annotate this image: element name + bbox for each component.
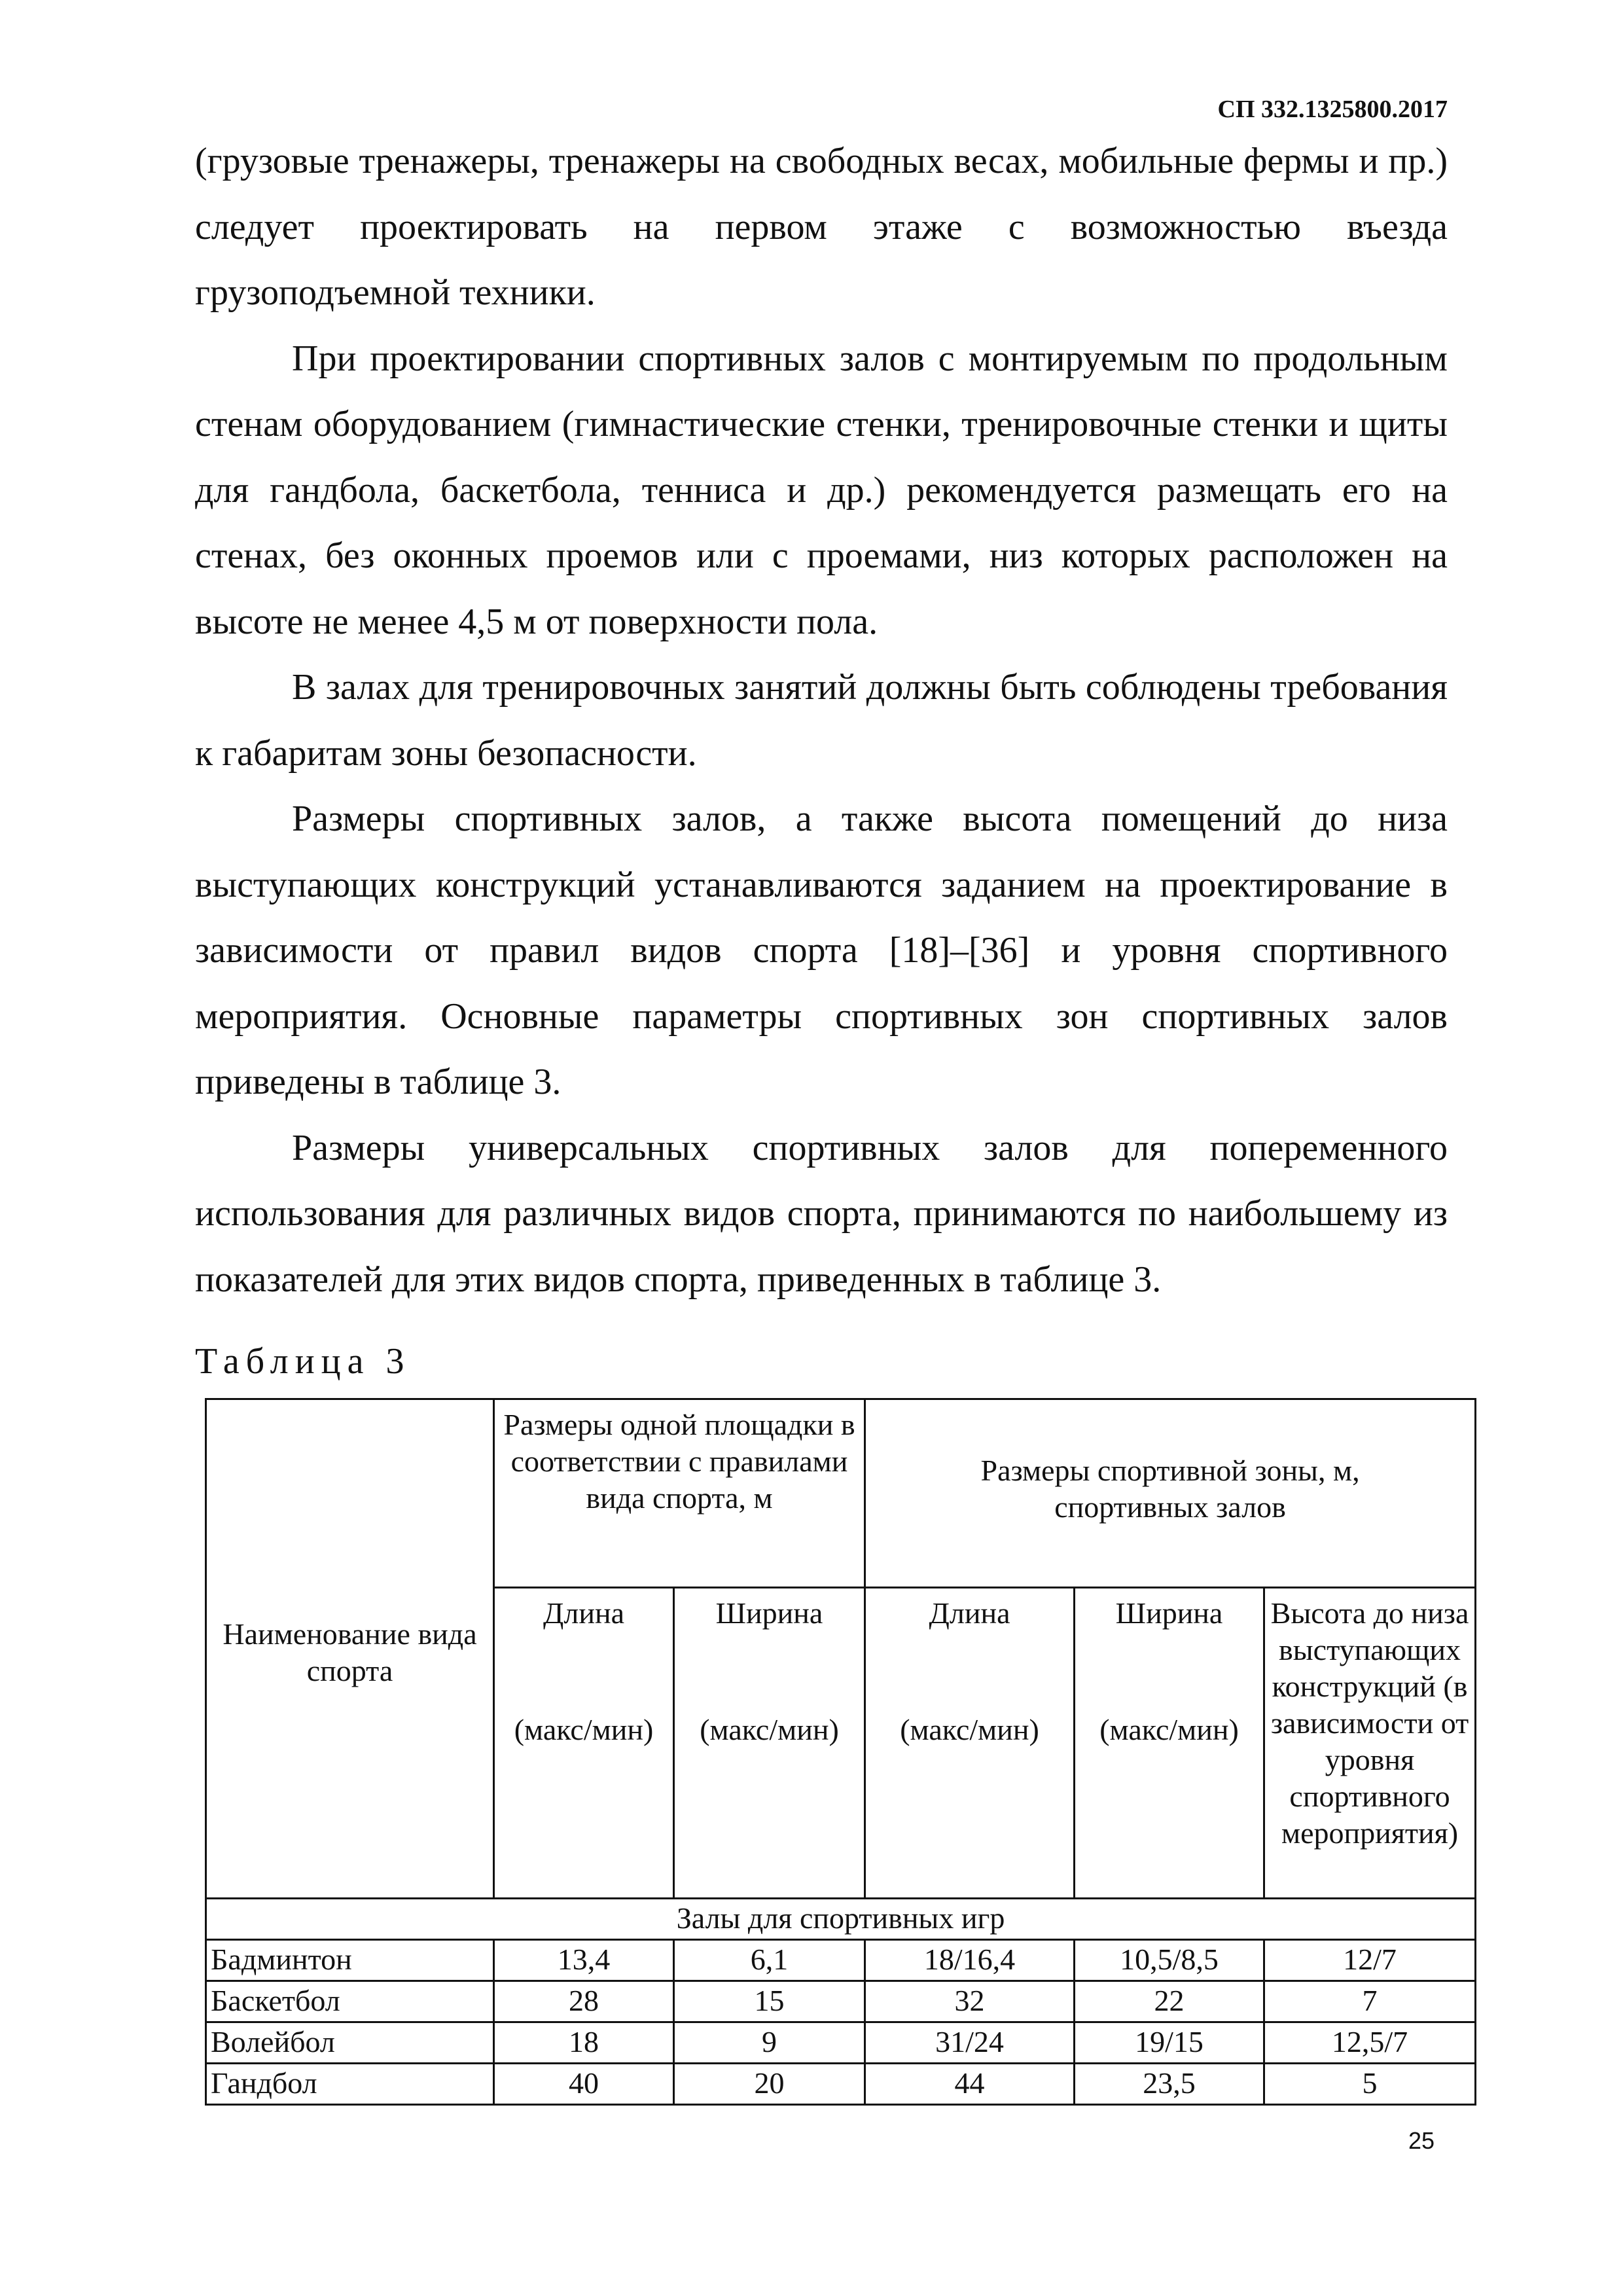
document-code: СП 332.1325800.2017 <box>1217 96 1448 123</box>
zone-width-cell: 19/15 <box>1075 2022 1264 2064</box>
table-caption: Таблица 3 <box>195 1341 411 1382</box>
header-zone-size-label: Размеры спортивной зоны, м, спортивных залов <box>980 1454 1360 1524</box>
height-cell: 12/7 <box>1264 1940 1476 1981</box>
sport-name-cell: Гандбол <box>206 2064 494 2105</box>
paragraph: В залах для тренировочных занятий должны быть соблюдены требования к габаритам зоны безопасности. <box>195 667 1448 774</box>
zone-width-cell: 22 <box>1075 1981 1264 2022</box>
table-row <box>206 2064 1476 2105</box>
table-row <box>206 1981 1476 2022</box>
court-length-cell: 13,4 <box>494 1940 674 1981</box>
header-unit-label: (макс/мин) <box>1099 1713 1239 1746</box>
header-zone-width <box>1075 1588 1264 1899</box>
court-length-cell: 28 <box>494 1981 674 2022</box>
table-row <box>206 2022 1476 2064</box>
sports-dimensions-table <box>205 1398 1476 2106</box>
header-zone-size <box>865 1399 1476 1588</box>
header-court-size: Размеры одной площадки в соответствии с правилами вида спорта, м <box>494 1399 865 1588</box>
paragraph: При проектировании спортивных залов с монтируемым по продольным стенам оборудованием (гимнастические стенки, тренировочные стенки и щиты для гандбола, баскетбола, тенниса и др.) рекомендуется размещать его на стенах, без оконных проемов или с проемами, низ которых расположен на высоте не менее 4,5 м от поверхности пола. <box>195 338 1448 642</box>
zone-width-cell: 10,5/8,5 <box>1075 1940 1264 1981</box>
header-court-length <box>494 1588 674 1899</box>
court-width-cell: 6,1 <box>674 1940 865 1981</box>
table-group-title: Залы для спортивных игр <box>206 1899 1476 1940</box>
header-height: Высота до низа выступающих конструкций (в зависимости от уровня спортивного мероприятия) <box>1264 1588 1476 1899</box>
paragraph: (грузовые тренажеры, тренажеры на свободных весах, мобильные фермы и пр.) следует проектировать на первом этаже с возможностью въезда грузоподъемной техники. <box>195 141 1448 313</box>
body-text <box>195 128 1448 1312</box>
zone-length-cell: 44 <box>865 2064 1075 2105</box>
sport-name-cell: Баскетбол <box>206 1981 494 2022</box>
table-row <box>206 1940 1476 1981</box>
height-cell: 7 <box>1264 1981 1476 2022</box>
header-unit-label: (макс/мин) <box>700 1713 839 1746</box>
header-zone-length <box>865 1588 1075 1899</box>
court-width-cell: 9 <box>674 2022 865 2064</box>
header-length-label: Длина <box>543 1596 624 1630</box>
paragraph: Размеры спортивных залов, а также высота помещений до низа выступающих конструкций устанавливаются заданием на проектирование в зависимости от правил видов спорта [18]–[36] и уровня спортивного мероприятия. Основные параметры спортивных зон спортивных залов приведены в таблице 3. <box>195 798 1448 1102</box>
court-width-cell: 20 <box>674 2064 865 2105</box>
height-cell: 5 <box>1264 2064 1476 2105</box>
court-width-cell: 15 <box>674 1981 865 2022</box>
header-length-label: Длина <box>929 1596 1010 1630</box>
sport-name-cell: Волейбол <box>206 2022 494 2064</box>
header-sport-name <box>206 1399 494 1899</box>
court-length-cell: 40 <box>494 2064 674 2105</box>
header-sport-name-label: Наименование вида спорта <box>223 1617 477 1687</box>
page-number: 25 <box>1408 2127 1435 2154</box>
court-length-cell: 18 <box>494 2022 674 2064</box>
zone-length-cell: 31/24 <box>865 2022 1075 2064</box>
height-cell: 12,5/7 <box>1264 2022 1476 2064</box>
header-width-label: Ширина <box>715 1596 823 1630</box>
header-court-width <box>674 1588 865 1899</box>
zone-width-cell: 23,5 <box>1075 2064 1264 2105</box>
zone-length-cell: 32 <box>865 1981 1075 2022</box>
header-unit-label: (макс/мин) <box>514 1713 654 1746</box>
header-width-label: Ширина <box>1115 1596 1223 1630</box>
sport-name-cell: Бадминтон <box>206 1940 494 1981</box>
paragraph: Размеры универсальных спортивных залов для попеременного использования для различных видов спорта, принимаются по наибольшему из показателей для этих видов спорта, приведенных в таблице 3. <box>195 1127 1448 1300</box>
header-unit-label: (макс/мин) <box>900 1713 1039 1746</box>
zone-length-cell: 18/16,4 <box>865 1940 1075 1981</box>
